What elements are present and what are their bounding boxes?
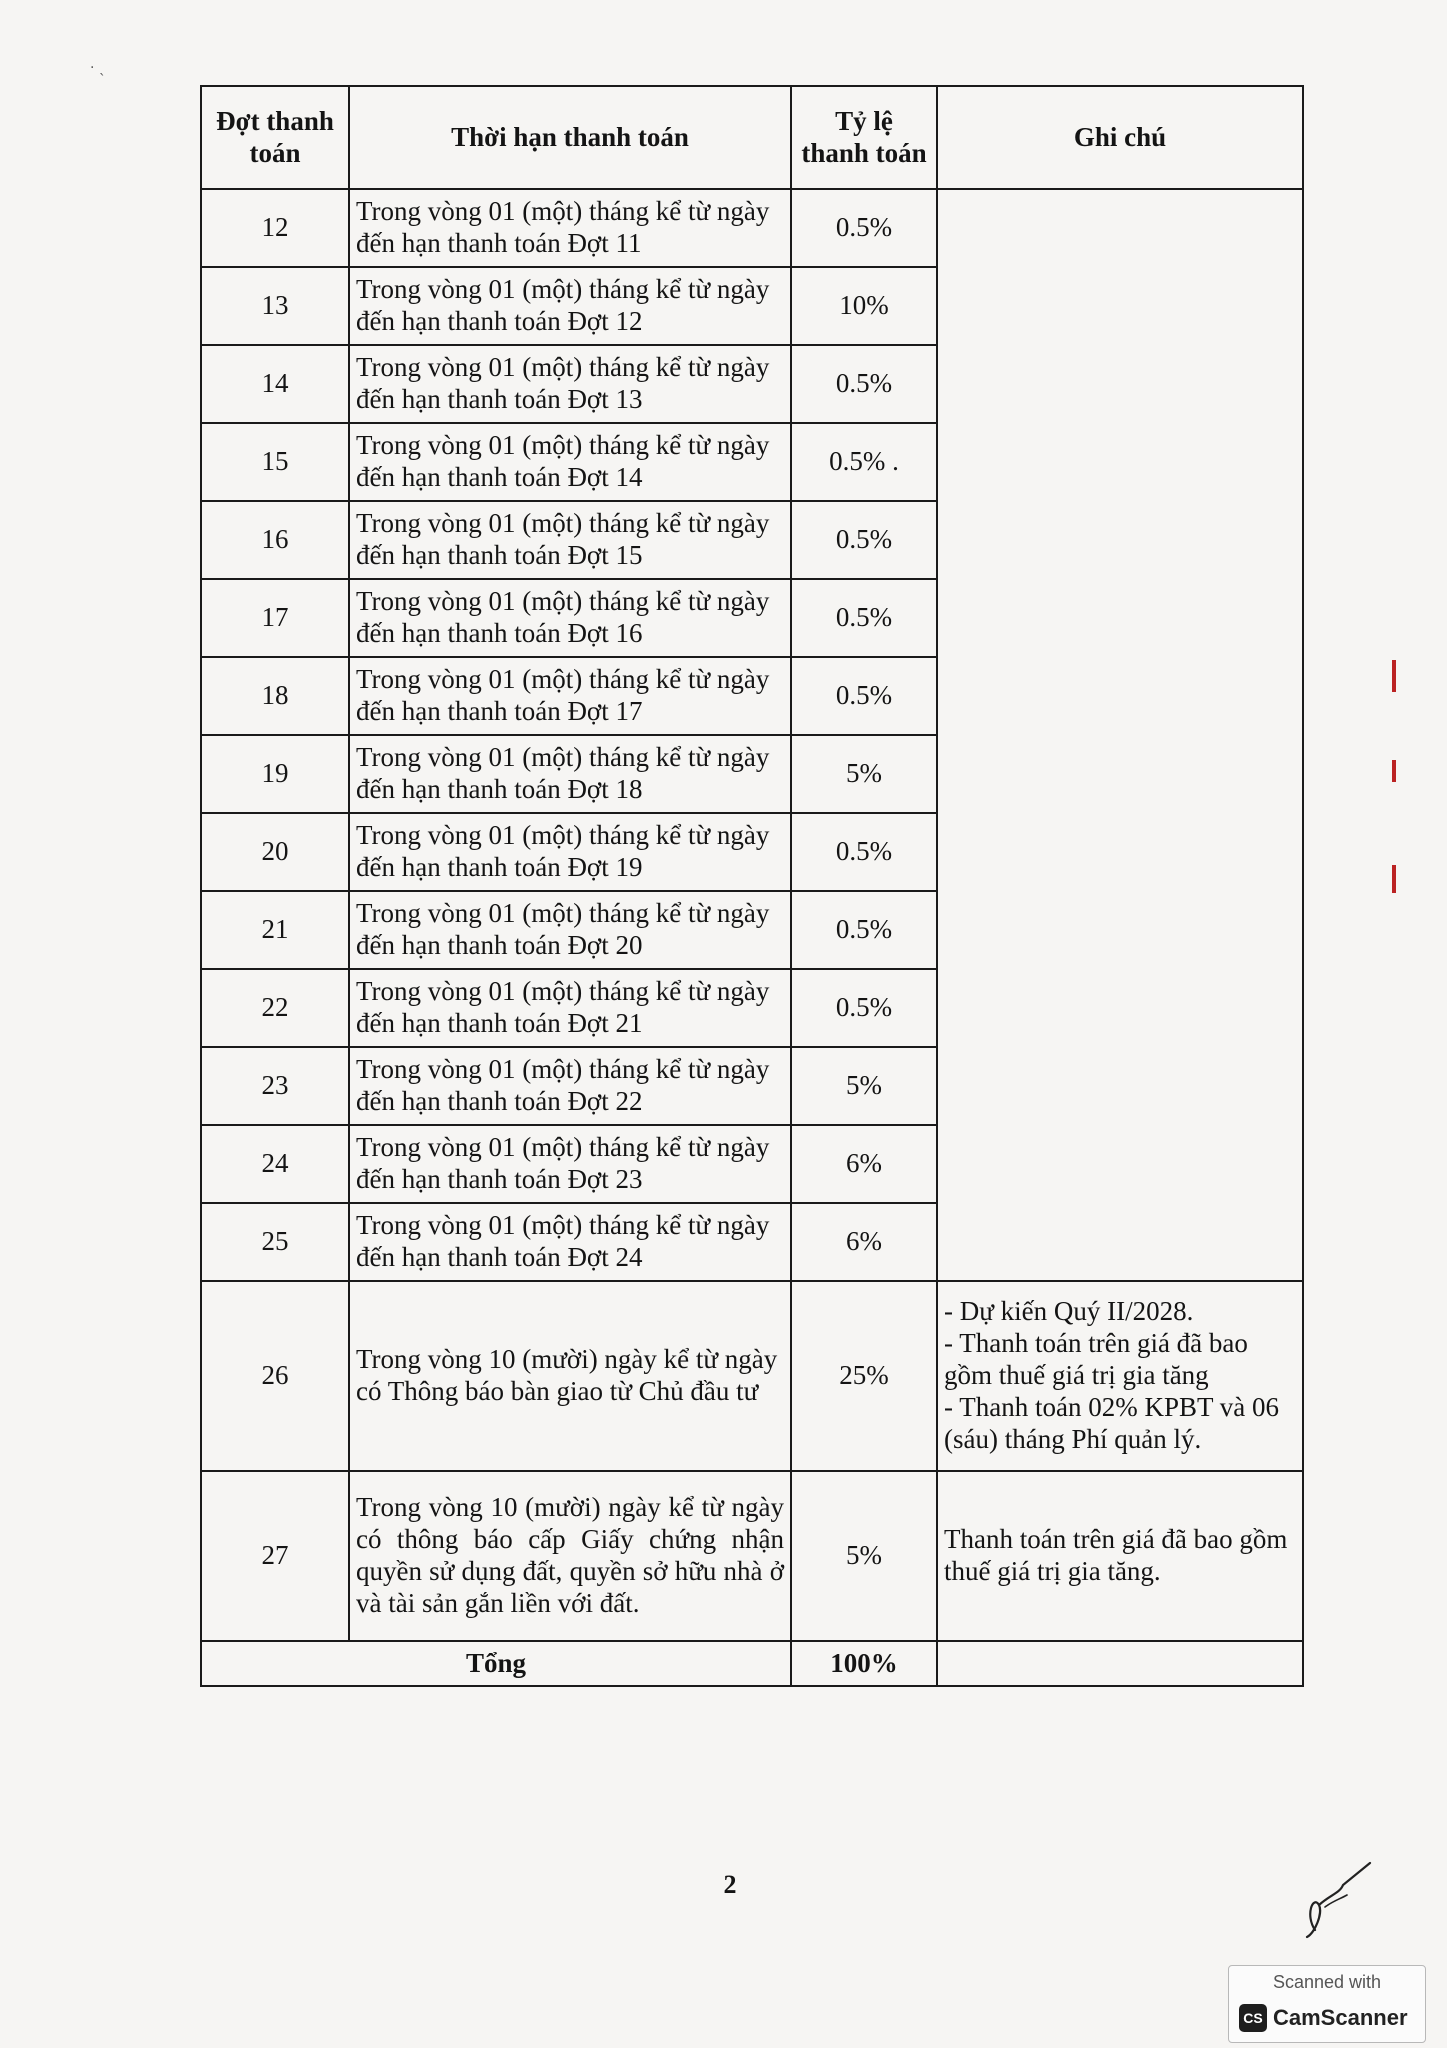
camscanner-badge <box>1228 1965 1426 2043</box>
total-row <box>201 1641 1303 1686</box>
row-term: Trong vòng 01 (một) tháng kể từ ngày đến hạn thanh toán Đợt 20 <box>349 891 791 969</box>
edge-mark <box>1392 865 1396 893</box>
row-dot: 20 <box>201 813 349 891</box>
row-dot: 27 <box>201 1471 349 1641</box>
header-note: Ghi chú <box>937 86 1303 189</box>
row-dot: 14 <box>201 345 349 423</box>
row-dot: 22 <box>201 969 349 1047</box>
row-term: Trong vòng 01 (một) tháng kể từ ngày đến hạn thanh toán Đợt 23 <box>349 1125 791 1203</box>
note-line: Thanh toán trên giá đã bao gồm thuế giá trị gia tăng. <box>944 1524 1288 1586</box>
row-term: Trong vòng 01 (một) tháng kể từ ngày đến hạn thanh toán Đợt 19 <box>349 813 791 891</box>
row-term: Trong vòng 01 (một) tháng kể từ ngày đến hạn thanh toán Đợt 15 <box>349 501 791 579</box>
row-rate: 0.5% <box>791 969 937 1047</box>
row-dot: 15 <box>201 423 349 501</box>
row-dot: 19 <box>201 735 349 813</box>
row-rate: 0.5% <box>791 891 937 969</box>
table-header-row <box>201 86 1303 189</box>
header-term: Thời hạn thanh toán <box>349 86 791 189</box>
note-line: - Thanh toán trên giá đã bao gồm thuế giá trị gia tăng <box>944 1328 1248 1391</box>
row-rate: 0.5% <box>791 813 937 891</box>
row-rate: 25% <box>791 1281 937 1471</box>
row-rate: 0.5% <box>791 501 937 579</box>
scanner-caption: Scanned with <box>1272 1972 1382 1992</box>
row-dot: 18 <box>201 657 349 735</box>
total-label: Tổng <box>201 1641 791 1686</box>
row-term: Trong vòng 01 (một) tháng kể từ ngày đến hạn thanh toán Đợt 14 <box>349 423 791 501</box>
row-term: Trong vòng 10 (mười) ngày kể từ ngày có thông báo cấp Giấy chứng nhận quyền sử dụng đất, quyền sở hữu nhà ở và tài sản gắn liền với đất. <box>349 1471 791 1641</box>
row-dot: 26 <box>201 1281 349 1471</box>
row-note <box>937 1281 1303 1471</box>
header-dot: Đợt thanh toán <box>201 86 349 189</box>
row-dot: 16 <box>201 501 349 579</box>
row-dot: 25 <box>201 1203 349 1281</box>
row-rate: 0.5% . <box>791 423 937 501</box>
page-number: 2 <box>723 1870 737 1899</box>
row-rate: 0.5% <box>791 579 937 657</box>
scanner-brand: CamScanner <box>1273 2005 1408 2030</box>
row-term: Trong vòng 01 (một) tháng kể từ ngày đến hạn thanh toán Đợt 13 <box>349 345 791 423</box>
row-term: Trong vòng 01 (một) tháng kể từ ngày đến hạn thanh toán Đợt 24 <box>349 1203 791 1281</box>
row-note-empty <box>937 189 1303 1281</box>
row-term: Trong vòng 01 (một) tháng kể từ ngày đến hạn thanh toán Đợt 21 <box>349 969 791 1047</box>
row-term: Trong vòng 01 (một) tháng kể từ ngày đến hạn thanh toán Đợt 22 <box>349 1047 791 1125</box>
total-value: 100% <box>791 1641 937 1686</box>
row-term: Trong vòng 01 (một) tháng kể từ ngày đến hạn thanh toán Đợt 17 <box>349 657 791 735</box>
row-rate: 0.5% <box>791 345 937 423</box>
row-rate: 10% <box>791 267 937 345</box>
table-row <box>201 189 1303 267</box>
row-term: Trong vòng 01 (một) tháng kể từ ngày đến hạn thanh toán Đợt 18 <box>349 735 791 813</box>
row-term: Trong vòng 01 (một) tháng kể từ ngày đến hạn thanh toán Đợt 11 <box>349 189 791 267</box>
note-line: - Thanh toán 02% KPBT và 06 (sáu) tháng Phí quản lý. <box>944 1391 1279 1454</box>
scan-mark: · ˎ <box>90 60 106 76</box>
note-line: - Dự kiến Quý II/2028. <box>944 1296 1194 1327</box>
edge-mark <box>1392 660 1396 692</box>
payment-schedule-table <box>200 85 1304 1687</box>
signature-icon <box>1285 1855 1375 1945</box>
row-dot: 21 <box>201 891 349 969</box>
row-rate: 0.5% <box>791 189 937 267</box>
row-rate: 6% <box>791 1125 937 1203</box>
row-dot: 13 <box>201 267 349 345</box>
row-rate: 0.5% <box>791 657 937 735</box>
row-dot: 24 <box>201 1125 349 1203</box>
header-rate: Tỷ lệ thanh toán <box>791 86 937 189</box>
table-row <box>201 1281 1303 1471</box>
row-rate: 6% <box>791 1203 937 1281</box>
table-row <box>201 1471 1303 1641</box>
edge-mark <box>1392 760 1396 782</box>
row-term: Trong vòng 01 (một) tháng kể từ ngày đến hạn thanh toán Đợt 16 <box>349 579 791 657</box>
row-term: Trong vòng 10 (mười) ngày kể từ ngày có Thông báo bàn giao từ Chủ đầu tư <box>349 1281 791 1471</box>
row-dot: 17 <box>201 579 349 657</box>
row-term: Trong vòng 01 (một) tháng kể từ ngày đến hạn thanh toán Đợt 12 <box>349 267 791 345</box>
row-note <box>937 1471 1303 1641</box>
camscanner-logo-icon: CS <box>1239 2004 1267 2032</box>
total-note-empty <box>937 1641 1303 1686</box>
row-rate: 5% <box>791 1471 937 1641</box>
row-dot: 12 <box>201 189 349 267</box>
row-dot: 23 <box>201 1047 349 1125</box>
row-rate: 5% <box>791 1047 937 1125</box>
row-rate: 5% <box>791 735 937 813</box>
